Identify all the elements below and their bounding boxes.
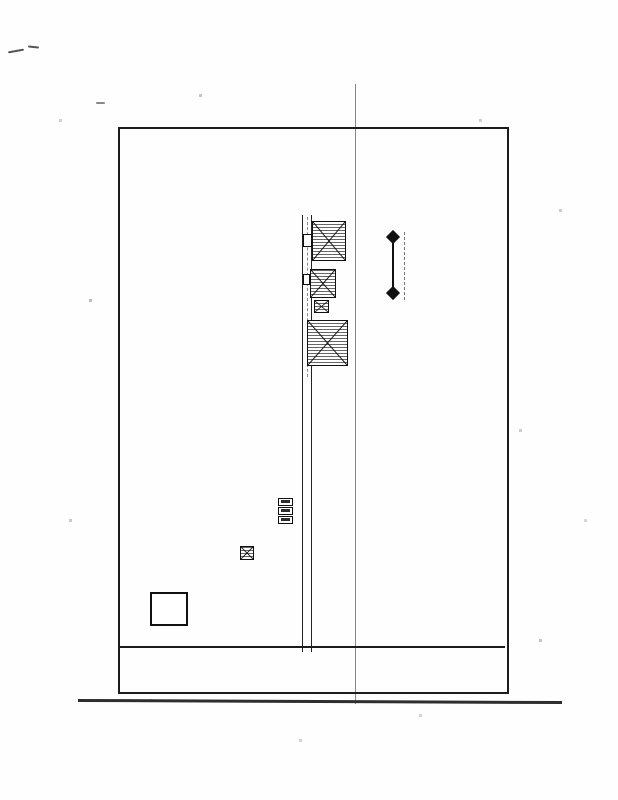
unit-number-chip xyxy=(278,516,293,524)
roof-hatch-tower-3 xyxy=(307,320,348,366)
elevator-box xyxy=(303,274,310,285)
roof-hatch-tower-1 xyxy=(312,221,346,261)
roof-hatch-small xyxy=(314,300,329,313)
unit-number-chip xyxy=(278,498,293,506)
north-arrow xyxy=(380,232,410,304)
scan-mark xyxy=(96,102,105,104)
north-arrow-tail xyxy=(386,286,400,300)
scan-speckles xyxy=(0,0,1,1)
stair-box xyxy=(303,234,312,247)
roof-hatch-elev xyxy=(240,546,254,560)
unit-a-end-room xyxy=(150,592,188,626)
surveyors-notes xyxy=(303,476,503,482)
scan-mark xyxy=(28,45,39,48)
unit-number-chip xyxy=(278,507,293,515)
scan-page-edge xyxy=(78,699,562,704)
north-dashed-line xyxy=(404,232,405,300)
north-arrow-head xyxy=(386,230,400,244)
scan-mark xyxy=(8,49,24,54)
roof-hatch-tower-2 xyxy=(310,269,336,298)
footer-separator-line xyxy=(118,646,505,648)
